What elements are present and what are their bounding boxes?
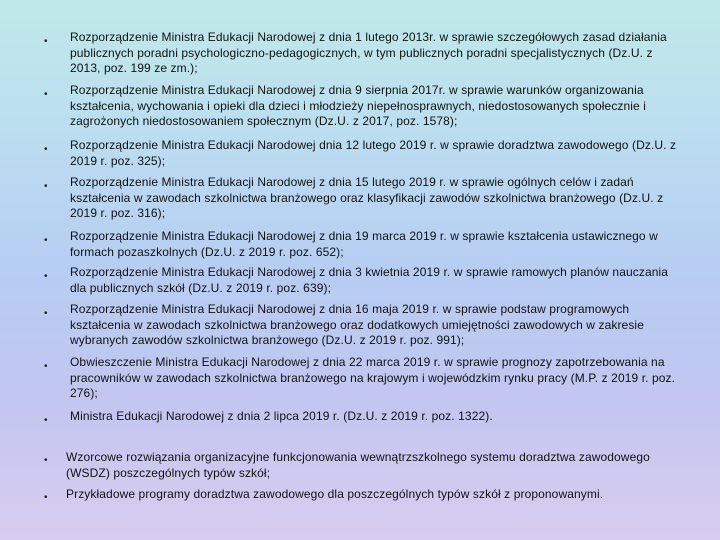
bullet-icon: • xyxy=(44,36,48,47)
list-item-regulation-9: Ministra Edukacji Narodowej z dnia 2 lipca 2019 r. (Dz.U. z 2019 r. poz. 1322). xyxy=(70,409,493,423)
bullet-icon: • xyxy=(44,271,48,282)
bullet-icon: • xyxy=(44,89,48,100)
list-item-regulation-1: Rozporządzenie Ministra Edukacji Narodowej z dnia 1 lutego 2013r. w sprawie szczegółowych zasad działania publicznych poradni psychologiczno-pedagogicznych, w tym publicznych poradni specjalistycznych (Dz.U. z 2013, poz. 199 ze zm.); xyxy=(70,30,667,76)
list-item-extra-2: Przykładowe programy doradztwa zawodowego dla poszczególnych typów szkół z proponowanymi. xyxy=(66,487,604,501)
list-item-regulation-6: Rozporządzenie Ministra Edukacji Narodowej z dnia 3 kwietnia 2019 r. w sprawie ramowych planów nauczania dla publicznych szkół (Dz.U. z 2019 r. poz. 639); xyxy=(70,265,669,295)
bullet-icon: • xyxy=(44,181,48,192)
bullet-icon: • xyxy=(44,235,48,246)
bullet-icon: • xyxy=(44,455,48,466)
bullet-icon: • xyxy=(44,415,48,426)
bullet-icon: • xyxy=(44,308,48,319)
bullet-icon: • xyxy=(44,144,48,155)
list-item-regulation-8: Obwieszczenie Ministra Edukacji Narodowej z dnia 22 marca 2019 r. w sprawie prognozy zapotrzebowania na pracowników w zawodach szkolnictwa branżowego na krajowym i wojewódzkim rynku pracy (M.P. z 2019 r. poz. 276); xyxy=(70,355,676,401)
bullet-icon: • xyxy=(44,492,48,503)
list-item-regulation-4: Rozporządzenie Ministra Edukacji Narodowej z dnia 15 lutego 2019 r. w sprawie ogólnych celów i zadań kształcenia w zawodach szkolnictwa branżowego oraz klasyfikacji zawodów szkolnictwa branżowego (Dz.U. z 2019 r. poz. 316); xyxy=(70,175,664,221)
bullet-icon: • xyxy=(44,361,48,372)
list-item-regulation-2: Rozporządzenie Ministra Edukacji Narodowej z dnia 9 sierpnia 2017r. w sprawie warunków organizowania kształcenia, wychowania i opieki dla dzieci i młodzieży niepełnosprawnych, niedostosowanych społecznie i zagrożonych niedostosowaniem społecznym (Dz.U. z 2017, poz. 1578); xyxy=(70,83,647,129)
list-item-regulation-5: Rozporządzenie Ministra Edukacji Narodowej z dnia 19 marca 2019 r. w sprawie kształcenia ustawicznego w formach pozaszkolnych (Dz.U. z 2019 r. poz. 652); xyxy=(70,229,658,259)
list-item-extra-1: Wzorcowe rozwiązania organizacyjne funkcjonowania wewnątrzszkolnego systemu doradztwa zawodowego (WSDZ) poszczególnych typów szkół; xyxy=(66,450,650,480)
list-item-regulation-3: Rozporządzenie Ministra Edukacji Narodowej dnia 12 lutego 2019 r. w sprawie doradztwa zawodowego (Dz.U. z 2019 r. poz. 325); xyxy=(70,138,677,168)
list-item-regulation-7: Rozporządzenie Ministra Edukacji Narodowej z dnia 16 maja 2019 r. w sprawie podstaw programowych kształcenia w zawodach szkolnictwa branżowego oraz dodatkowych umiejętności zawodowych w zakresie wybranych zawodów szkolnictwa branżowego (Dz.U. z 2019 r. poz. 991); xyxy=(70,302,644,348)
